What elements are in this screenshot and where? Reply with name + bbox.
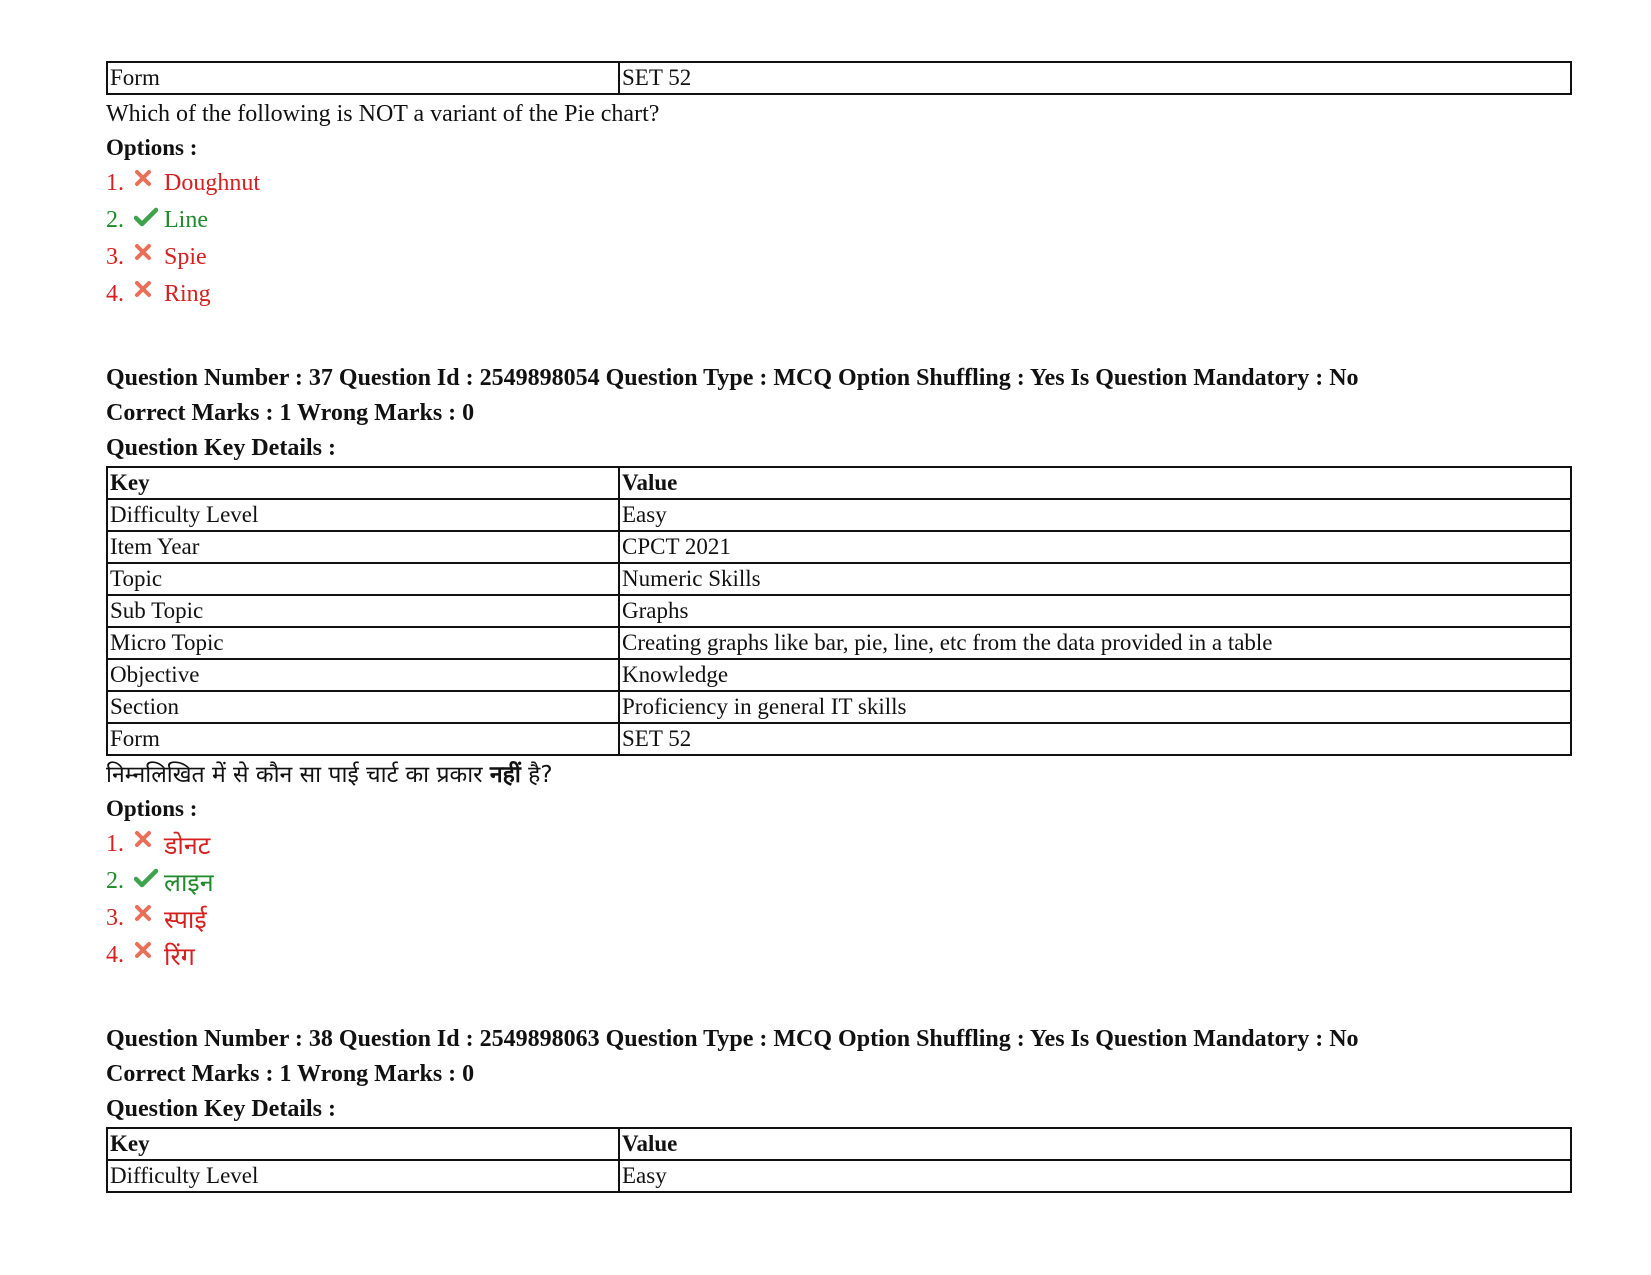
header-key: Key [107, 1128, 619, 1160]
value-cell: CPCT 2021 [619, 531, 1571, 563]
cross-icon [134, 169, 152, 187]
q36-key-table-tail [106, 61, 1572, 95]
cross-icon [134, 280, 152, 298]
option-item [106, 239, 1572, 276]
question-meta-line: Question Number : 37 Question Id : 2549898054 Question Type : MCQ Option Shuffling : Yes Is Question Mandatory : No [106, 365, 1359, 391]
value-cell: Knowledge [619, 659, 1571, 691]
question-key-details-label: Question Key Details : [106, 1096, 336, 1122]
option-item [106, 165, 1572, 202]
key-cell: Difficulty Level [107, 1160, 619, 1192]
value-cell: Creating graphs like bar, pie, line, etc from the data provided in a table [619, 627, 1571, 659]
key-cell: Micro Topic [107, 627, 619, 659]
value-cell: Proficiency in general IT skills [619, 691, 1571, 723]
table-header-row [107, 1128, 1571, 1160]
option-item [106, 937, 1572, 974]
value-cell: Easy [619, 499, 1571, 531]
option-item [106, 276, 1572, 313]
table-row [107, 659, 1571, 691]
question-hi-emphasis: नहीं [489, 762, 521, 788]
option-text: रिंग [164, 941, 195, 971]
option-text: डोनट [164, 830, 211, 860]
table-row [107, 691, 1571, 723]
options-label: Options : [106, 796, 198, 821]
table-row [107, 499, 1571, 531]
option-item [106, 202, 1572, 239]
option-text: स्पाई [164, 904, 207, 934]
key-cell: Objective [107, 659, 619, 691]
question-text-hi [106, 758, 1572, 792]
cross-icon [134, 243, 152, 261]
q36-options-list [106, 165, 1572, 313]
table-row [107, 627, 1571, 659]
value-cell: Graphs [619, 595, 1571, 627]
option-number: 3. [106, 905, 124, 931]
key-cell: Difficulty Level [107, 499, 619, 531]
option-number: 4. [106, 942, 124, 968]
q37-key-table [106, 466, 1572, 756]
question-meta-line: Question Number : 38 Question Id : 2549898063 Question Type : MCQ Option Shuffling : Yes Is Question Mandatory : No [106, 1026, 1359, 1052]
table-row [107, 595, 1571, 627]
question-marks-line: Correct Marks : 1 Wrong Marks : 0 [106, 1061, 475, 1087]
table-row [107, 1160, 1571, 1192]
q37-options-list [106, 826, 1572, 974]
value-cell: Easy [619, 1160, 1571, 1192]
option-item [106, 826, 1572, 863]
cross-icon [134, 830, 152, 848]
table-row [107, 563, 1571, 595]
key-cell: Form [107, 62, 619, 94]
question-marks-line: Correct Marks : 1 Wrong Marks : 0 [106, 400, 475, 426]
check-icon [134, 207, 158, 227]
option-item [106, 863, 1572, 900]
table-header-row [107, 467, 1571, 499]
question-text-en: Which of the following is NOT a variant of the Pie chart? [106, 101, 660, 127]
key-cell: Item Year [107, 531, 619, 563]
answer-key-page [106, 61, 1572, 1193]
header-value: Value [619, 1128, 1571, 1160]
question-hi-part2: है? [520, 762, 553, 788]
value-cell: SET 52 [619, 723, 1571, 755]
header-value: Value [619, 467, 1571, 499]
key-cell: Form [107, 723, 619, 755]
option-text: Doughnut [164, 170, 260, 196]
check-icon [134, 868, 158, 888]
cross-icon [134, 904, 152, 922]
value-cell: SET 52 [619, 62, 1571, 94]
option-number: 1. [106, 831, 124, 857]
table-row [107, 723, 1571, 755]
option-number: 2. [106, 207, 124, 233]
key-cell: Section [107, 691, 619, 723]
option-item [106, 900, 1572, 937]
question-key-details-label: Question Key Details : [106, 435, 336, 461]
q38-key-table [106, 1127, 1572, 1193]
option-number: 2. [106, 868, 124, 894]
value-cell: Numeric Skills [619, 563, 1571, 595]
options-label: Options : [106, 135, 198, 160]
option-text: Ring [164, 281, 211, 307]
key-cell: Topic [107, 563, 619, 595]
table-row [107, 531, 1571, 563]
option-text: लाइन [164, 867, 214, 897]
option-number: 4. [106, 281, 124, 307]
option-number: 1. [106, 170, 124, 196]
option-text: Spie [164, 244, 207, 270]
option-number: 3. [106, 244, 124, 270]
header-key: Key [107, 467, 619, 499]
key-cell: Sub Topic [107, 595, 619, 627]
table-row [107, 62, 1571, 94]
option-text: Line [164, 207, 208, 233]
question-hi-part1: निम्नलिखित में से कौन सा पाई चार्ट का प्रकार [106, 762, 490, 788]
cross-icon [134, 941, 152, 959]
